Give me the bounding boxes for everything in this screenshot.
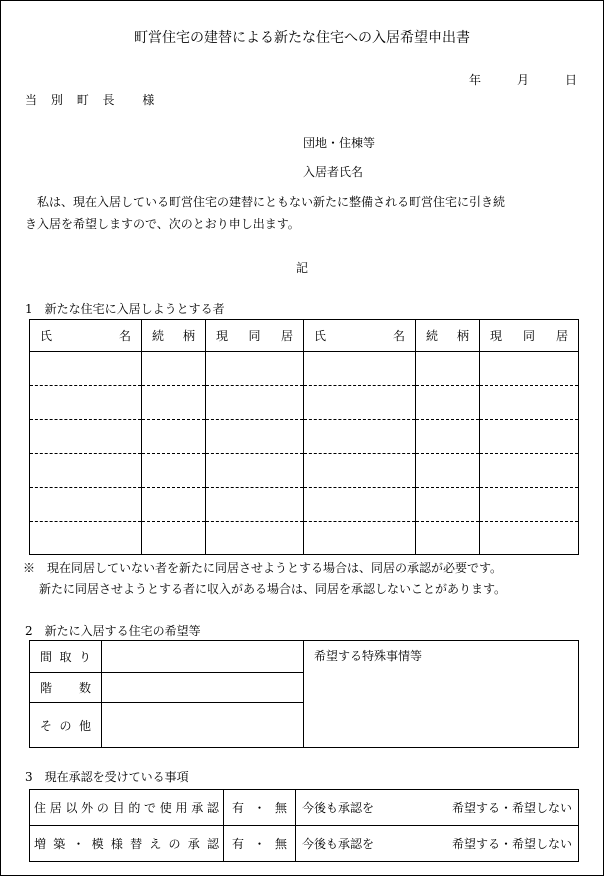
- date-month: 月: [516, 73, 529, 87]
- yes-no-choice[interactable]: 有 ・ 無: [224, 826, 296, 862]
- table-row: [30, 352, 579, 386]
- sonota-field[interactable]: [102, 703, 304, 748]
- form-title: 町営住宅の建替による新たな住宅への入居希望申出書: [134, 30, 470, 46]
- approval-label: 住 居 以 外 の 目 的 で 使 用 承 認: [30, 790, 224, 826]
- members-table: [29, 319, 579, 555]
- madori-field[interactable]: [102, 641, 304, 673]
- approval-row: [30, 790, 579, 826]
- ki-mark: 記: [295, 261, 308, 275]
- note-line-1: ※ 現在同居していない者を新たに同居させようとする場合は、同居の承認が必要です。: [23, 561, 503, 575]
- section2-heading: 2 新たに入居する住宅の希望等: [25, 624, 201, 638]
- date-year: 年: [469, 73, 482, 87]
- approval-table: [29, 789, 579, 862]
- approval-row: [30, 826, 579, 862]
- header-name: 氏 名: [30, 320, 142, 352]
- header-cohabit: 現 同 居: [480, 320, 579, 352]
- kaisu-field[interactable]: [102, 673, 304, 703]
- header-cohabit: 現 同 居: [206, 320, 304, 352]
- section1-heading: 1 新たな住宅に入居しようとする者: [25, 302, 225, 316]
- table-row: [30, 420, 579, 454]
- note-line-2: 新たに同居させようとする者に収入がある場合は、同居を承認しないことがあります。: [39, 582, 507, 596]
- future-wish[interactable]: 今後も承認を 希望する・希望しない: [296, 790, 579, 826]
- danchi-label: 団地・住棟等: [303, 136, 376, 150]
- body-text-1: 私は、現在入居している町営住宅の建替にともない新たに整備される町営住宅に引き続: [37, 195, 506, 209]
- yes-no-choice[interactable]: 有 ・ 無: [224, 790, 296, 826]
- future-wish[interactable]: 今後も承認を 希望する・希望しない: [296, 826, 579, 862]
- table-row: [30, 522, 579, 555]
- addressee: 当 別 町 長 様: [25, 93, 155, 107]
- approval-label: 増 築 ・ 模 様 替 え の 承 認: [30, 826, 224, 862]
- date-day: 日: [564, 73, 577, 87]
- table-row: [30, 488, 579, 522]
- header-name: 氏 名: [304, 320, 416, 352]
- body-text-2: き入居を希望しますので、次のとおり申し出ます。: [25, 217, 300, 231]
- table-header-row: [30, 320, 579, 352]
- special-circumstances-field[interactable]: [304, 641, 579, 748]
- table-row: [30, 386, 579, 420]
- kaisu-label: 階 数: [30, 673, 102, 703]
- header-relation: 続 柄: [142, 320, 206, 352]
- header-relation: 続 柄: [416, 320, 480, 352]
- sonota-label: そ の 他: [30, 703, 102, 748]
- applicant-label: 入居者氏名: [303, 165, 364, 179]
- section3-heading: 3 現在承認を受けている事項: [25, 770, 189, 784]
- housing-wish-table: [29, 640, 579, 748]
- special-circumstances-label: 希望する特殊事情等: [314, 649, 423, 663]
- table-row: [30, 454, 579, 488]
- date-line: [469, 71, 577, 88]
- madori-label: 間 取 り: [30, 641, 102, 673]
